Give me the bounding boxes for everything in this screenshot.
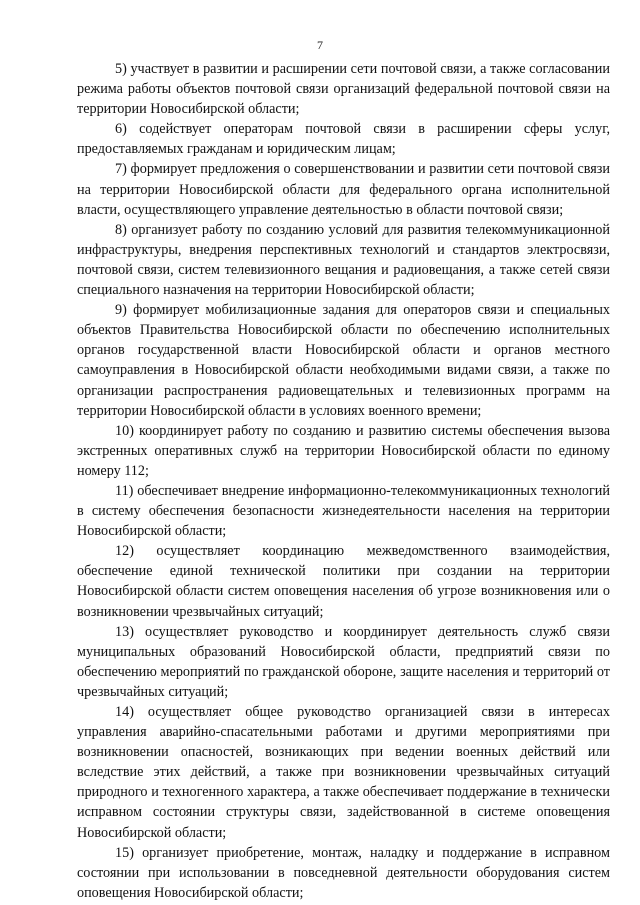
paragraph-item-7: 7) формирует предложения о совершенствовании и развитии сети почтовой связи на территории Новосибирской области для федерального органа исполнительной власти, осуществляющего управление деятельностью в области почтовой связи; (77, 161, 610, 218)
paragraph-item-6: 6) содействует операторам почтовой связи в расширении сферы услуг, предоставляемых гражданам и юридическим лицам; (77, 121, 610, 158)
paragraph-item-10: 10) координирует работу по созданию и развитию системы обеспечения вызова экстренных оперативных служб на территории Новосибирской области по единому номеру 112; (77, 422, 610, 479)
paragraph-item-11: 11) обеспечивает внедрение информационно-телекоммуникационных технологий в систему обеспечения безопасности жизнедеятельности населения на территории Новосибирской области; (77, 482, 610, 540)
paragraph-item-15: 15) организует приобретение, монтаж, наладку и поддержание в исправном состоянии при использовании в повседневной деятельности оборудования систем оповещения Новосибирской области; (77, 844, 610, 901)
paragraph-item-12: 12) осуществляет координацию межведомственного взаимодействия, обеспечение единой технической политики при создании на территории Новосибирской области систем оповещения населения об угрозе возникновения или о возникновении чрезвычайных ситуаций; (77, 543, 610, 620)
paragraph-item-13: 13) осуществляет руководство и координирует деятельность служб связи муниципальных образований Новосибирской области, предприятий связи по обеспечению мероприятий по гражданской обороне, защите населения и территорий от чрезвычайных ситуаций; (77, 623, 610, 700)
paragraph-item-9: 9) формирует мобилизационные задания для операторов связи и специальных объектов Правительства Новосибирской области по обеспечению исполнительных органов государственной власти Новосибирской области и органов местного самоуправления в Новосибирской области необходимыми видами связи, а также по организации распространения радиовещательных и телевизионных программ на территории Новосибирской области в условиях военного времени; (77, 302, 610, 419)
paragraph-item-8: 8) организует работу по созданию условий для развития телекоммуникационной инфраструктуры, внедрения перспективных технологий и стандартов электросвязи, почтовой связи, систем телевизионного вещания и радиовещания, а также сетей связи специального назначения на территории Новосибирской области; (77, 221, 610, 299)
document-body (77, 59, 610, 903)
paragraph-item-14: 14) осуществляет общее руководство организацией связи в интересах управления аварийно-спасательными работами и другими мероприятиями при возникновении опасностей, возникающих при ведении военных действий или вследствие этих действий, а также при возникновении чрезвычайных ситуаций природного и техногенного характера, а также обеспечивает поддержание в технически исправном состоянии структуры связи, задействованной в системе оповещения Новосибирской области; (77, 704, 610, 841)
page-number: 7 (317, 38, 323, 52)
paragraph-item-5: 5) участвует в развитии и расширении сети почтовой связи, а также согласовании режима работы объектов почтовой связи организаций федеральной почтовой связи на территории Новосибирской области; (77, 61, 610, 118)
